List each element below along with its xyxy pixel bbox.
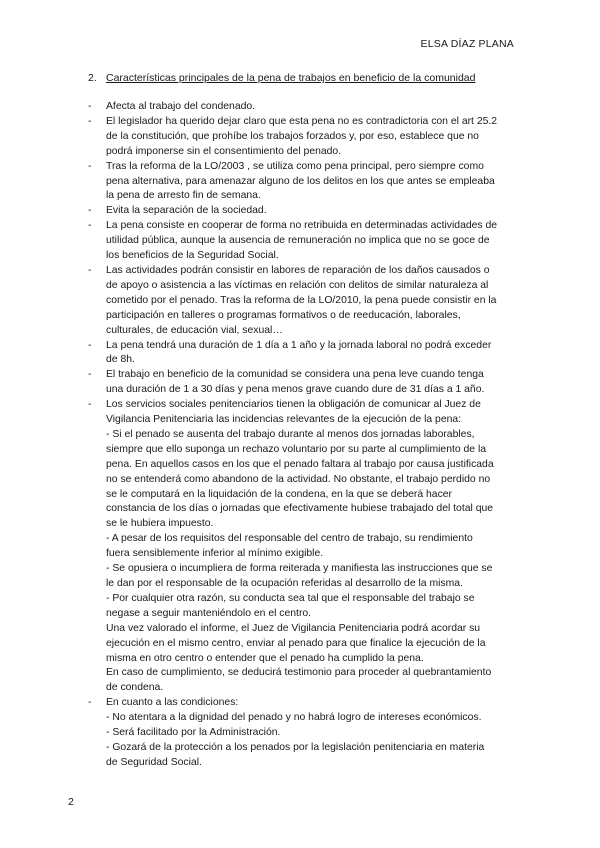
list-item [88,339,518,369]
text-line: pena alternativa, para amenazar alguno de los delitos en los que antes se empleaba [106,175,495,187]
text-line: - Por cualquier otra razón, su conducta sea tal que el responsable del trabajo se [106,592,475,604]
text-line: Vigilancia Penitenciaria las incidencias relevantes de la ejecución de la pena: [106,414,462,426]
bullet-dash: - [88,369,92,381]
list-item [88,398,518,696]
text-line: la pena de arresto fin de semana. [106,190,261,202]
list-item-text [106,219,518,264]
text-line: no se entenderá como abandono de la actividad. No obstante, el trabajo perdido no [106,473,491,485]
list-item [88,115,518,160]
bullet-dash: - [88,399,92,411]
section-number: 2. [88,72,97,84]
bullet-dash: - [88,160,92,172]
text-line: El legislador ha querido dejar claro que esta pena no es contradictoria con el art 25.2 [106,115,498,127]
text-line: - A pesar de los requisitos del responsable del centro de trabajo, su rendimiento [106,533,473,545]
text-line: los beneficios de la Seguridad Social. [106,250,279,262]
list-item [88,219,518,264]
bullet-dash: - [88,264,92,276]
text-line: cometido por el penado. Tras la reforma de la LO/2010, la pena puede consistir en la [106,294,497,306]
text-line: de la constitución, que prohíbe los trabajos forzados y, por eso, establece que no [106,130,479,142]
list-item [88,696,518,771]
text-line: se le computará en la liquidación de la condena, en la que se deberá hacer [106,488,453,500]
document-author: ELSA DÍAZ PLANA [420,38,514,50]
list-item [88,204,518,219]
text-line: siempre que ello suponga un rechazo voluntario por su parte al cumplimiento de la [106,443,487,455]
bullet-dash: - [88,697,92,709]
text-line: La pena tendrá una duración de 1 día a 1 año y la jornada laboral no podrá exceder [106,339,492,351]
text-line: Evita la separación de la sociedad. [106,205,267,217]
text-line: fuera sensiblemente inferior al mínimo exigible. [106,548,324,560]
text-line: Tras la reforma de la LO/2003 , se utiliza como pena principal, pero siempre como [106,160,484,172]
text-line: Una vez valorado el informe, el Juez de Vigilancia Penitenciaria podrá acordar su [106,622,481,634]
text-line: de Seguridad Social. [106,756,202,768]
text-line: - Será facilitado por la Administración. [106,727,281,739]
text-line: negase a seguir manteniéndolo en el centro. [106,607,312,619]
bullet-dash: - [88,339,92,351]
text-line: utilidad pública, aunque la ausencia de remuneración no implica que no se goce de [106,235,490,247]
text-line: de apoyo o asistencia a las víctimas en relación con delitos de similar naturaleza al [106,279,489,291]
bullet-list [88,100,518,771]
list-item [88,160,518,205]
bullet-dash: - [88,220,92,232]
list-item-text [106,264,518,339]
text-line: se le hubiera impuesto. [106,518,214,530]
text-line: El trabajo en beneficio de la comunidad se considera una pena leve cuando tenga [106,369,484,381]
text-line: - Se opusiera o incumpliera de forma reiterada y manifiesta las instrucciones que se [106,563,493,575]
list-item-text [106,398,518,696]
text-line: - Gozará de la protección a los penados por la legislación penitenciaria en materia [106,741,485,753]
list-item-text [106,115,518,160]
bullet-dash: - [88,115,92,127]
bullet-dash: - [88,205,92,217]
text-line: de 8h. [106,354,135,366]
text-line: culturales, de educación vial, sexual… [106,324,283,336]
text-line: Las actividades podrán consistir en labores de reparación de los daños causados o [106,264,490,276]
text-line: - No atentara a la dignidad del penado y no habrá logro de intereses económicos. [106,712,482,724]
text-line: En cuanto a las condiciones: [106,697,239,709]
text-line: podrá imponerse sin el consentimiento del penado. [106,145,342,157]
text-line: En caso de cumplimiento, se deducirá testimonio para proceder al quebrantamiento [106,667,492,679]
text-line: Los servicios sociales penitenciarios tienen la obligación de comunicar al Juez de [106,399,481,411]
text-line: le dan por el responsable de la ocupación referidas al desarrollo de la misma. [106,578,463,589]
text-line: de condena. [106,682,164,694]
bullet-dash: - [88,101,92,112]
page-number: 2 [68,796,74,808]
text-line: participación en talleres o programas formativos o de reeducación, laborales, [106,309,461,321]
section-heading [88,72,518,84]
list-item-text [106,368,518,398]
text-line: pena. En aquellos casos en los que el penado faltara al trabajo por causa justificada [106,458,494,470]
list-item [88,368,518,398]
text-line: constancia de los días o jornadas que efectivamente hubiese trabajado del total que [106,503,494,515]
list-item-text [106,160,518,205]
text-line: La pena consiste en cooperar de forma no retribuida en determinadas actividades de [106,220,498,232]
text-line: una duración de 1 a 30 días y pena menos grave cuando dure de 31 días a 1 año. [106,384,485,396]
list-item-text [106,339,518,369]
text-line: Afecta al trabajo del condenado. [106,101,256,112]
text-line: - Si el penado se ausenta del trabajo durante al menos dos jornadas laborables, [106,428,475,440]
text-line: misma en otro centro o entender que el penado ha cumplido la pena. [106,652,424,664]
list-item [88,264,518,339]
section-title: Características principales de la pena de trabajos en beneficio de la comunidad [106,72,476,84]
list-item [88,100,518,115]
list-item-text [106,204,518,219]
list-item-text [106,100,518,115]
list-item-text [106,696,518,771]
text-line: ejecución en el mismo centro, enviar al penado para que finalice la ejecución de la [106,637,486,649]
